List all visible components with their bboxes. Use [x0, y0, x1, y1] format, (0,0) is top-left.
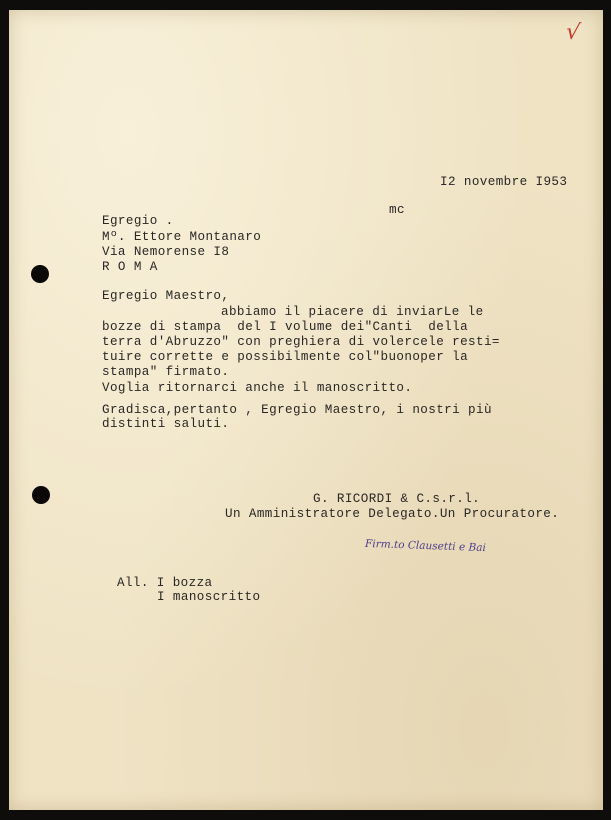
- body-line-2: bozze di stampa del I volume dei"Canti della: [102, 320, 469, 334]
- body-line-5: stampa" firmato.: [102, 365, 230, 379]
- address-line-2: Mº. Ettore Montanaro: [102, 230, 262, 244]
- salutation: Egregio Maestro,: [102, 289, 230, 303]
- reference-initials: mc: [389, 203, 405, 217]
- closing-line-1: Gradisca,pertanto , Egregio Maestro, i nostri più: [102, 403, 492, 417]
- company-name: G. RICORDI & C.s.r.l.: [313, 492, 481, 506]
- check-mark-icon: √: [564, 19, 582, 46]
- body-line-4: tuire corrette e possibilmente col"buonoper la: [102, 350, 469, 364]
- enclosure-line-2: I manoscritto: [157, 590, 261, 604]
- punch-hole-top: [31, 265, 49, 283]
- paragraph-2: Voglia ritornarci anche il manoscritto.: [102, 381, 413, 395]
- punch-hole-bottom: [32, 486, 50, 504]
- address-line-4: R O M A: [102, 260, 158, 274]
- enclosure-line-1: All. I bozza: [117, 576, 213, 590]
- address-line-1: Egregio .: [102, 214, 174, 228]
- body-line-1: abbiamo il piacere di inviarLe le: [221, 305, 484, 319]
- body-line-3: terra d'Abruzzo" con preghiera di volercele resti=: [102, 335, 500, 349]
- signatory-titles: Un Amministratore Delegato.Un Procuratore.: [225, 507, 560, 521]
- address-line-3: Via Nemorense I8: [102, 245, 230, 259]
- letter-date: I2 novembre I953: [440, 175, 568, 189]
- closing-line-2: distinti saluti.: [102, 417, 230, 431]
- signature-stamp: Firm.to Clausetti e Bai: [364, 537, 487, 555]
